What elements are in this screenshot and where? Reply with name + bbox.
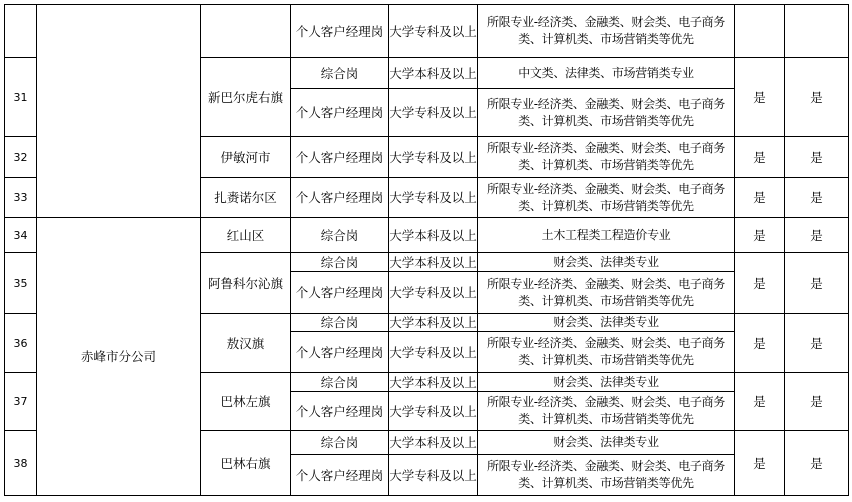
row-number: 34 — [5, 218, 37, 253]
post-cell: 综合岗 — [291, 373, 389, 392]
branch-cell: 巴林左旗 — [201, 373, 291, 431]
table-row — [5, 5, 849, 58]
post-cell: 个人客户经理岗 — [291, 332, 389, 373]
education-cell: 大学本科及以上 — [389, 315, 477, 330]
education-cell: 大学专科及以上 — [389, 455, 478, 496]
major-cell: 土木工程类工程造价专业 — [478, 218, 735, 253]
major-cell: 财会类、法律类专业 — [478, 373, 735, 392]
row-number: 35 — [5, 253, 37, 314]
major-cell: 财会类、法律类专业 — [478, 314, 735, 332]
post-cell: 个人客户经理岗 — [291, 455, 389, 496]
row-number: 37 — [5, 373, 37, 431]
branch-cell: 阿鲁科尔沁旗 — [201, 253, 291, 314]
education-cell: 大学本科及以上 — [389, 218, 478, 253]
row-number: 32 — [5, 137, 37, 178]
education-cell: 大学专科及以上 — [389, 137, 478, 178]
requirement-b-cell: 是 — [785, 314, 849, 373]
requirement-a-cell: 是 — [735, 218, 785, 253]
branch-cell: 新巴尔虎右旗 — [201, 58, 291, 137]
post-cell: 个人客户经理岗 — [291, 5, 389, 58]
requirement-a-cell: 是 — [735, 314, 785, 373]
requirement-b-cell: 是 — [785, 373, 849, 431]
requirement-a-cell: 是 — [735, 137, 785, 178]
post-cell: 综合岗 — [291, 314, 389, 332]
branch-cell — [201, 5, 291, 58]
education-cell: 大学本科及以上 — [389, 254, 477, 270]
education-cell: 大学专科及以上 — [389, 332, 478, 373]
post-cell: 综合岗 — [291, 218, 389, 253]
major-cell: 所限专业-经济类、金融类、财会类、电子商务类、计算机类、市场营销类等优先 — [478, 178, 735, 218]
requirement-a-cell: 是 — [735, 58, 785, 137]
table-row — [5, 218, 849, 253]
major-cell: 所限专业-经济类、金融类、财会类、电子商务类、计算机类、市场营销类等优先 — [478, 89, 735, 137]
post-cell: 个人客户经理岗 — [291, 392, 389, 431]
row-number: 33 — [5, 178, 37, 218]
requirement-a-cell: 是 — [735, 431, 785, 496]
company-cell: 赤峰市分公司 — [37, 218, 201, 496]
branch-cell: 红山区 — [201, 218, 291, 253]
major-cell: 所限专业-经济类、金融类、财会类、电子商务类、计算机类、市场营销类等优先 — [478, 392, 735, 431]
major-cell: 财会类、法律类专业 — [478, 253, 735, 272]
requirement-a-cell — [735, 5, 785, 58]
post-cell: 综合岗 — [291, 58, 389, 89]
company-cell — [37, 5, 201, 218]
post-cell: 个人客户经理岗 — [291, 272, 389, 314]
post-cell: 个人客户经理岗 — [291, 89, 389, 137]
education-cell: 大学本科及以上 — [389, 431, 478, 455]
branch-cell: 敖汉旗 — [201, 314, 291, 373]
requirement-b-cell: 是 — [785, 253, 849, 314]
education-cell: 大学本科及以上 — [389, 374, 477, 390]
row-number: 36 — [5, 314, 37, 373]
education-cell: 大学专科及以上 — [389, 89, 478, 137]
major-cell: 财会类、法律类专业 — [478, 431, 735, 455]
education-cell: 大学专科及以上 — [389, 392, 478, 431]
major-cell: 所限专业-经济类、金融类、财会类、电子商务类、计算机类、市场营销类等优先 — [478, 137, 735, 178]
row-number: 31 — [5, 58, 37, 137]
branch-cell: 巴林右旗 — [201, 431, 291, 496]
education-cell: 大学本科及以上 — [389, 58, 478, 89]
major-cell: 所限专业-经济类、金融类、财会类、电子商务类、计算机类、市场营销类等优先 — [478, 332, 735, 373]
requirement-b-cell: 是 — [785, 218, 849, 253]
branch-cell: 伊敏河市 — [201, 137, 291, 178]
requirement-b-cell: 是 — [785, 178, 849, 218]
post-cell: 综合岗 — [291, 253, 389, 272]
requirement-b-cell: 是 — [785, 137, 849, 178]
row-number: 38 — [5, 431, 37, 496]
requirement-a-cell: 是 — [735, 373, 785, 431]
recruitment-table — [4, 4, 849, 496]
branch-cell: 扎赉诺尔区 — [201, 178, 291, 218]
major-cell: 中文类、法律类、市场营销类专业 — [478, 58, 735, 89]
education-cell: 大学专科及以上 — [389, 178, 478, 218]
requirement-b-cell: 是 — [785, 58, 849, 137]
post-cell: 综合岗 — [291, 431, 389, 455]
requirement-a-cell: 是 — [735, 253, 785, 314]
major-cell: 所限专业-经济类、金融类、财会类、电子商务类、计算机类、市场营销类等优先 — [478, 5, 735, 58]
row-number — [5, 5, 37, 58]
education-cell: 大学专科及以上 — [389, 5, 478, 58]
requirement-b-cell: 是 — [785, 431, 849, 496]
post-cell: 个人客户经理岗 — [291, 178, 389, 218]
major-cell: 所限专业-经济类、金融类、财会类、电子商务类、计算机类、市场营销类等优先 — [478, 455, 735, 496]
requirement-b-cell — [785, 5, 849, 58]
post-cell: 个人客户经理岗 — [291, 137, 389, 178]
education-cell: 大学专科及以上 — [389, 272, 478, 314]
requirement-a-cell: 是 — [735, 178, 785, 218]
major-cell: 所限专业-经济类、金融类、财会类、电子商务类、计算机类、市场营销类等优先 — [478, 272, 735, 314]
